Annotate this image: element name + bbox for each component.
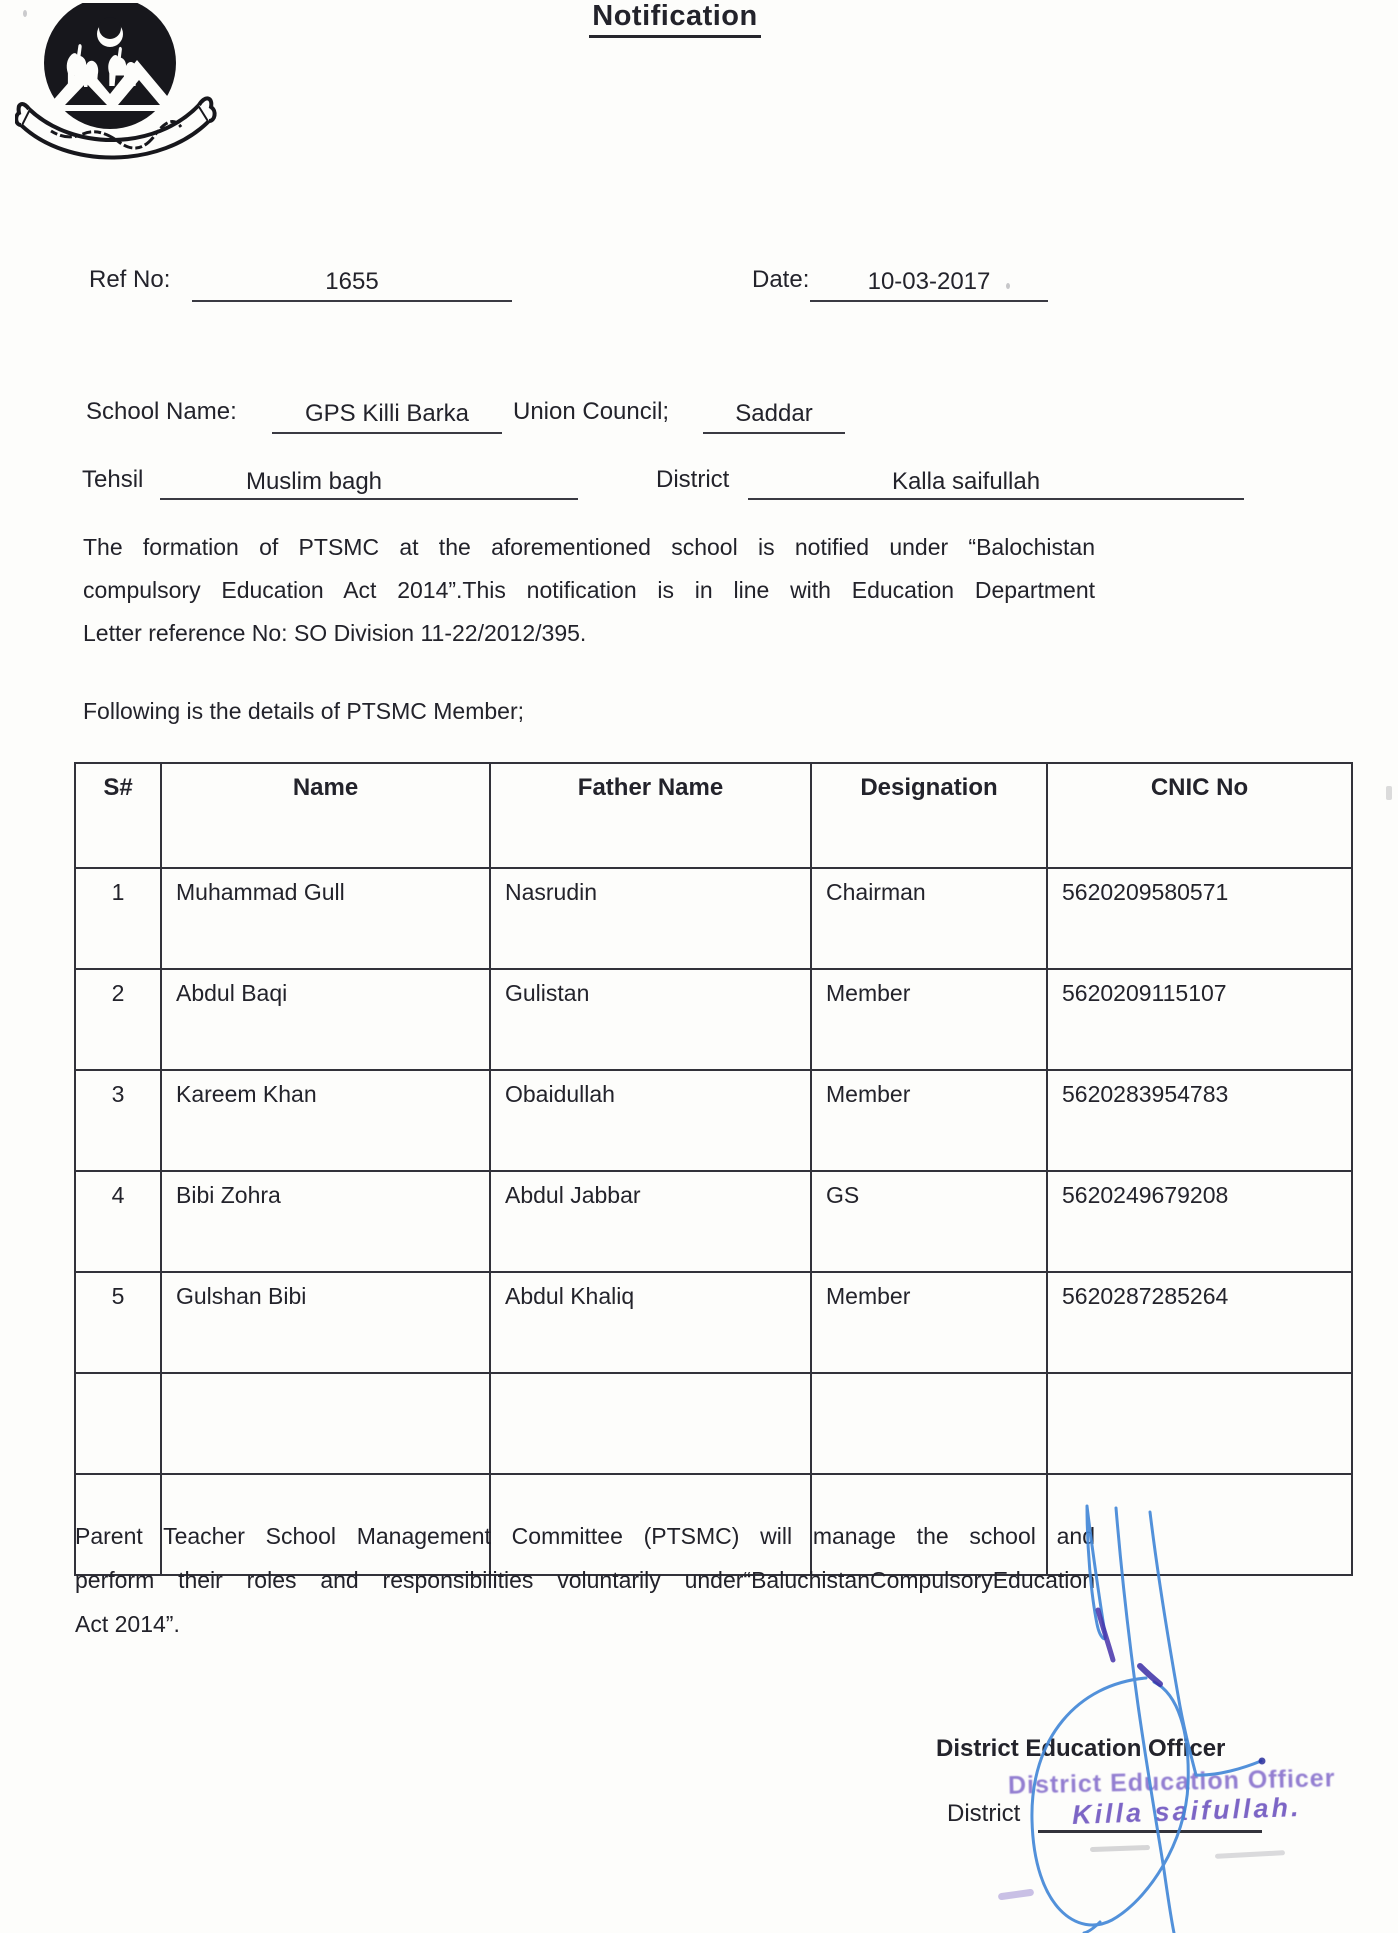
closing-line: Act 2014”. <box>75 1611 180 1637</box>
cell-cnic: 5620283954783 <box>1047 1070 1352 1171</box>
district-value: Kalla saifullah <box>748 466 1244 500</box>
col-header-serial: S# <box>75 763 161 868</box>
cell-name: Kareem Khan <box>161 1070 490 1171</box>
following-line: Following is the details of PTSMC Member; <box>83 698 524 724</box>
document-title-row <box>0 0 1350 33</box>
intro-line: compulsory Education Act 2014”.This notification is in line with Education Department <box>83 577 1095 603</box>
tehsil-value: Muslim bagh <box>160 466 578 500</box>
tehsil-label: Tehsil <box>82 466 144 493</box>
cell-serial: 4 <box>75 1171 161 1272</box>
ref-no-label: Ref No: <box>89 266 171 293</box>
cell-cnic: 5620209580571 <box>1047 868 1352 969</box>
table-row <box>75 969 1352 1070</box>
table-row <box>75 1070 1352 1171</box>
school-name-value: GPS Killi Barka <box>272 398 502 434</box>
cell-designation: Member <box>811 969 1047 1070</box>
date-label: Date: <box>752 266 810 293</box>
table-row <box>75 868 1352 969</box>
closing-line: perform their roles and responsibilities voluntarily under“BaluchistanCompulsoryEducation <box>75 1567 1095 1593</box>
cell-serial: 3 <box>75 1070 161 1171</box>
col-header-designation: Designation <box>811 763 1047 868</box>
closing-line: Parent Teacher School Management Committee (PTSMC) will manage the school and <box>75 1523 1095 1549</box>
school-name-label: School Name: <box>86 398 237 425</box>
cell-cnic <box>1047 1373 1352 1474</box>
cell-designation: Member <box>811 1272 1047 1373</box>
district-handwritten-stamp: Killa saifullah. <box>1071 1792 1302 1830</box>
cell-designation: Member <box>811 1070 1047 1171</box>
cell-father-name: Nasrudin <box>490 868 811 969</box>
cell-father-name: Obaidullah <box>490 1070 811 1171</box>
cell-name: Gulshan Bibi <box>161 1272 490 1373</box>
cell-father-name <box>490 1373 811 1474</box>
stamp-smudge <box>998 1889 1035 1901</box>
district-footer-label: District <box>947 1800 1021 1827</box>
col-header-name: Name <box>161 763 490 868</box>
page-title: Notification <box>589 0 761 38</box>
table-row <box>75 1272 1352 1373</box>
scan-smudge <box>1090 1845 1150 1852</box>
cell-cnic: 5620209115107 <box>1047 969 1352 1070</box>
cell-father-name: Gulistan <box>490 969 811 1070</box>
cell-designation: GS <box>811 1171 1047 1272</box>
intro-paragraph <box>83 526 1095 655</box>
intro-line: The formation of PTSMC at the aforementioned school is notified under “Balochistan <box>83 534 1095 560</box>
cell-father-name: Abdul Khaliq <box>490 1272 811 1373</box>
closing-paragraph <box>75 1514 1095 1646</box>
table-row-empty <box>75 1373 1352 1474</box>
officer-title: District Education Officer <box>936 1735 1226 1762</box>
col-header-cnic: CNIC No <box>1047 763 1352 868</box>
officer-stamp-text: District Education Officer <box>1007 1764 1336 1800</box>
cell-designation: Chairman <box>811 868 1047 969</box>
cell-name: Muhammad Gull <box>161 868 490 969</box>
cell-cnic: 5620287285264 <box>1047 1272 1352 1373</box>
scan-smudge <box>1215 1850 1285 1859</box>
union-council-value: Saddar <box>703 398 845 434</box>
cell-name: Abdul Baqi <box>161 969 490 1070</box>
col-header-father-name: Father Name <box>490 763 811 868</box>
scan-speck <box>1386 786 1392 800</box>
cell-serial: 5 <box>75 1272 161 1373</box>
intro-line: Letter reference No: SO Division 11-22/2012/395. <box>83 620 587 646</box>
cell-serial: 2 <box>75 969 161 1070</box>
cell-name: Bibi Zohra <box>161 1171 490 1272</box>
cell-serial: 1 <box>75 868 161 969</box>
table-row <box>75 1171 1352 1272</box>
date-value: 10-03-2017 <box>810 266 1048 302</box>
cell-designation <box>811 1373 1047 1474</box>
ptsmc-members-table <box>74 762 1353 1576</box>
cell-name <box>161 1373 490 1474</box>
ref-no-value: 1655 <box>192 266 512 302</box>
cell-cnic: 5620249679208 <box>1047 1171 1352 1272</box>
district-label: District <box>656 466 730 493</box>
union-council-label: Union Council; <box>513 398 670 425</box>
cell-serial <box>75 1373 161 1474</box>
cell-father-name: Abdul Jabbar <box>490 1171 811 1272</box>
table-header-row <box>75 763 1352 868</box>
